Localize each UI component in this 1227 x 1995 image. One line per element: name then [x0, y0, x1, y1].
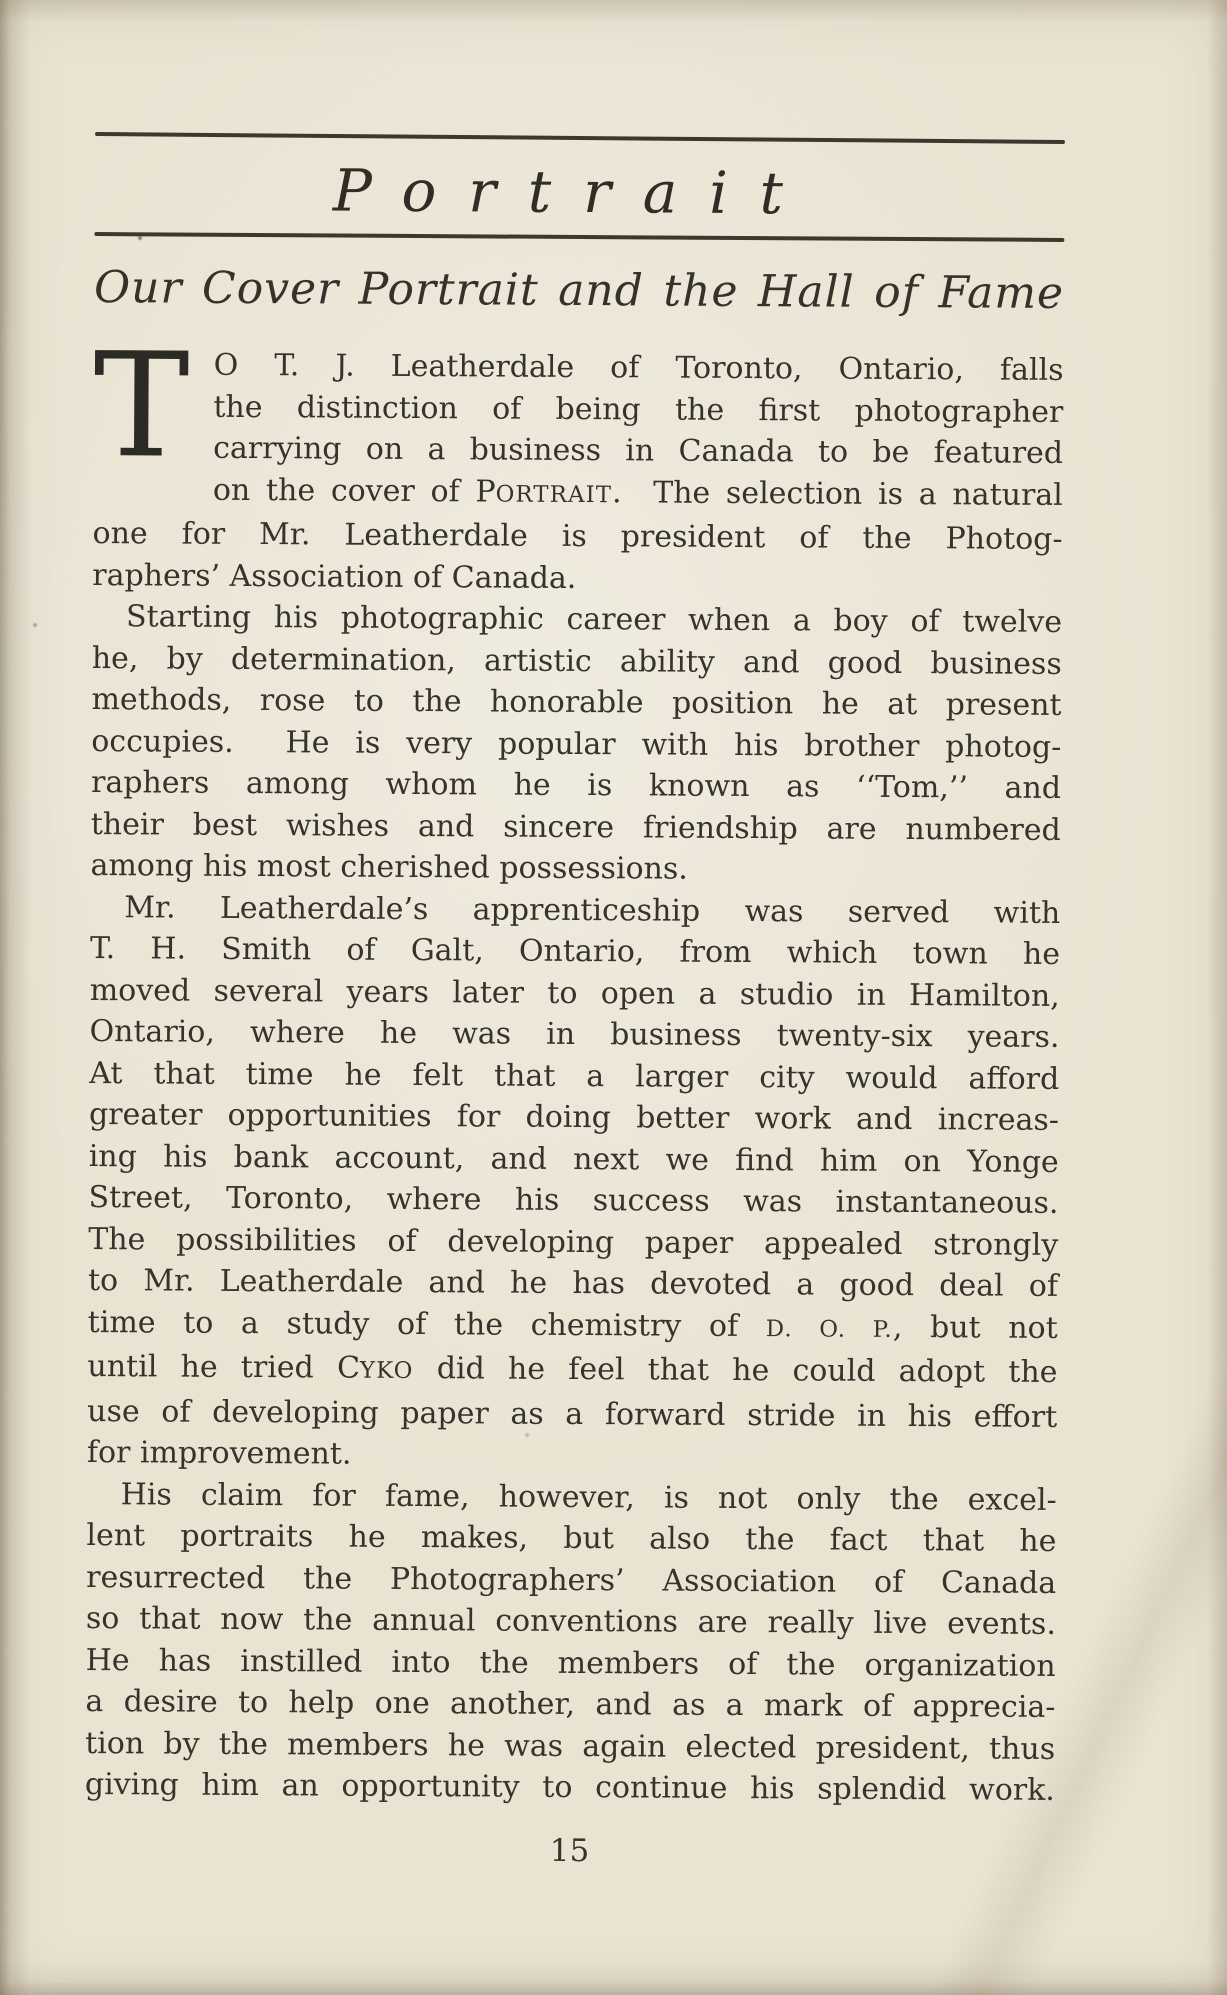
- paragraph: [92, 321, 1064, 602]
- body-text: the distinction of being the first photographer: [213, 389, 1064, 430]
- body-text: so that now the annual conventions are really live events.: [85, 1601, 1057, 1642]
- text-line: [87, 1346, 1057, 1396]
- body-text: raphers among whom he is known as ‘‘Tom,’’ and: [90, 765, 1062, 806]
- body-text: T. H. Smith of Galt, Ontario, from which town he: [89, 931, 1061, 972]
- body-text: resurrected the Photographers’ Association of Canada: [86, 1559, 1057, 1601]
- body-text: to Mr. Leatherdale and he has devoted a good deal of: [87, 1263, 1059, 1304]
- text-line: [93, 427, 1063, 474]
- text-line: [85, 1681, 1055, 1728]
- body-text: The possibilities of developing paper appealed strongly: [88, 1221, 1059, 1263]
- body-text: lent portraits he makes, but also the fact that he: [86, 1518, 1057, 1559]
- text-line: [89, 1136, 1059, 1183]
- body-text: until he tried C: [87, 1349, 361, 1386]
- body-text: tion by the members he was again elected president, thus: [85, 1725, 1056, 1767]
- body-text: O T. J. Leatherdale of Toronto, Ontario, falls: [213, 347, 1064, 388]
- body-text: a desire to help one another, and as a mark of apprecia-: [85, 1684, 1056, 1725]
- paragraph: [87, 887, 1061, 1480]
- text-line: [86, 1557, 1056, 1604]
- body-text: Mr. Leatherdale’s apprenticeship was served with: [124, 889, 1061, 931]
- text-line: [91, 721, 1061, 768]
- text-line: [86, 1515, 1056, 1562]
- body-text: Ontario, where he was in business twenty-six years.: [89, 1014, 1060, 1055]
- text-line: [90, 928, 1060, 975]
- body-text: . The selection is a natural: [612, 474, 1063, 513]
- body-text: one for Mr. Leatherdale is president of the Photog-: [92, 516, 1063, 557]
- page-number: 15: [549, 1832, 590, 1869]
- text-line: [88, 1177, 1058, 1224]
- text-line: [87, 1391, 1057, 1438]
- article-heading: Our Cover Portrait and the Hall of Fame: [93, 262, 1065, 319]
- text-line: [91, 762, 1061, 809]
- text-line: [86, 1640, 1056, 1687]
- body-text: among his most cherished possessions.: [90, 848, 688, 887]
- text-line: [85, 1764, 1055, 1811]
- body-text: raphers’ Association of Canada.: [92, 557, 577, 596]
- small-caps-text: ORTRAIT: [495, 480, 613, 508]
- body-text: giving him an opportunity to continue his splendid work.: [84, 1767, 1056, 1808]
- body-text: His claim for fame, however, is not only the excel-: [120, 1476, 1057, 1518]
- text-line: [90, 887, 1060, 934]
- body-text: He has instilled into the members of the organization: [85, 1642, 1056, 1684]
- text-line: [88, 1302, 1058, 1352]
- body-text: for improvement.: [86, 1435, 352, 1472]
- masthead-title: Portrait: [332, 156, 816, 228]
- text-line: [88, 1219, 1058, 1266]
- text-line: [85, 1723, 1055, 1770]
- body-text: ing his bank account, and next we find him on Yonge: [88, 1138, 1059, 1180]
- text-line: [92, 638, 1062, 685]
- body-text: use of developing paper as a forward stride in his effort: [87, 1393, 1058, 1435]
- body-text: Street, Toronto, where his success was instantaneous.: [88, 1180, 1059, 1221]
- text-line: [92, 555, 1062, 602]
- text-line: [87, 1432, 1057, 1479]
- small-caps-text: D. O. P.: [765, 1315, 893, 1343]
- body-text: At that time he felt that a larger city would afford: [89, 1055, 1060, 1097]
- text-line: [91, 804, 1061, 851]
- drop-cap: T: [92, 321, 190, 490]
- body-text: did he feel that he could adopt the: [413, 1351, 1058, 1390]
- body-text: on the cover of P: [212, 472, 496, 509]
- body-text: occupies. He is very popular with his brother photog-: [91, 723, 1062, 765]
- page-content: [84, 133, 1065, 1873]
- body-text: their best wishes and sincere friendship are numbered: [90, 806, 1061, 848]
- text-line: [91, 679, 1061, 726]
- text-line: [89, 1011, 1059, 1058]
- text-line: [92, 513, 1062, 560]
- text-line: [93, 344, 1063, 391]
- text-line: [90, 970, 1060, 1017]
- paragraph: [90, 596, 1062, 892]
- paragraph: [85, 1474, 1057, 1812]
- small-caps-text: YKO: [359, 1357, 414, 1385]
- text-line: [89, 1094, 1059, 1141]
- body-text: methods, rose to the honorable position he at present: [91, 682, 1062, 723]
- text-line: [90, 845, 1060, 892]
- body-text: carrying on a business in Canada to be featured: [213, 430, 1064, 471]
- text-line: [88, 1260, 1058, 1307]
- body-text: greater opportunities for doing better work and increas-: [88, 1097, 1060, 1138]
- text-line: [89, 1053, 1059, 1100]
- body-text: time to a study of the chemistry of: [87, 1304, 766, 1344]
- body-text: moved several years later to open a studio in Hamilton,: [89, 972, 1060, 1014]
- text-line: [87, 1474, 1057, 1521]
- text-line: [93, 386, 1063, 433]
- text-line: [86, 1598, 1056, 1645]
- body-text: , but not: [892, 1309, 1058, 1346]
- body-text: Starting his photographic career when a boy of twelve: [125, 599, 1063, 640]
- text-line: [93, 469, 1063, 519]
- body-text: he, by determination, artistic ability and good business: [91, 640, 1062, 682]
- text-line: [92, 596, 1062, 643]
- article-body: [84, 321, 1064, 1811]
